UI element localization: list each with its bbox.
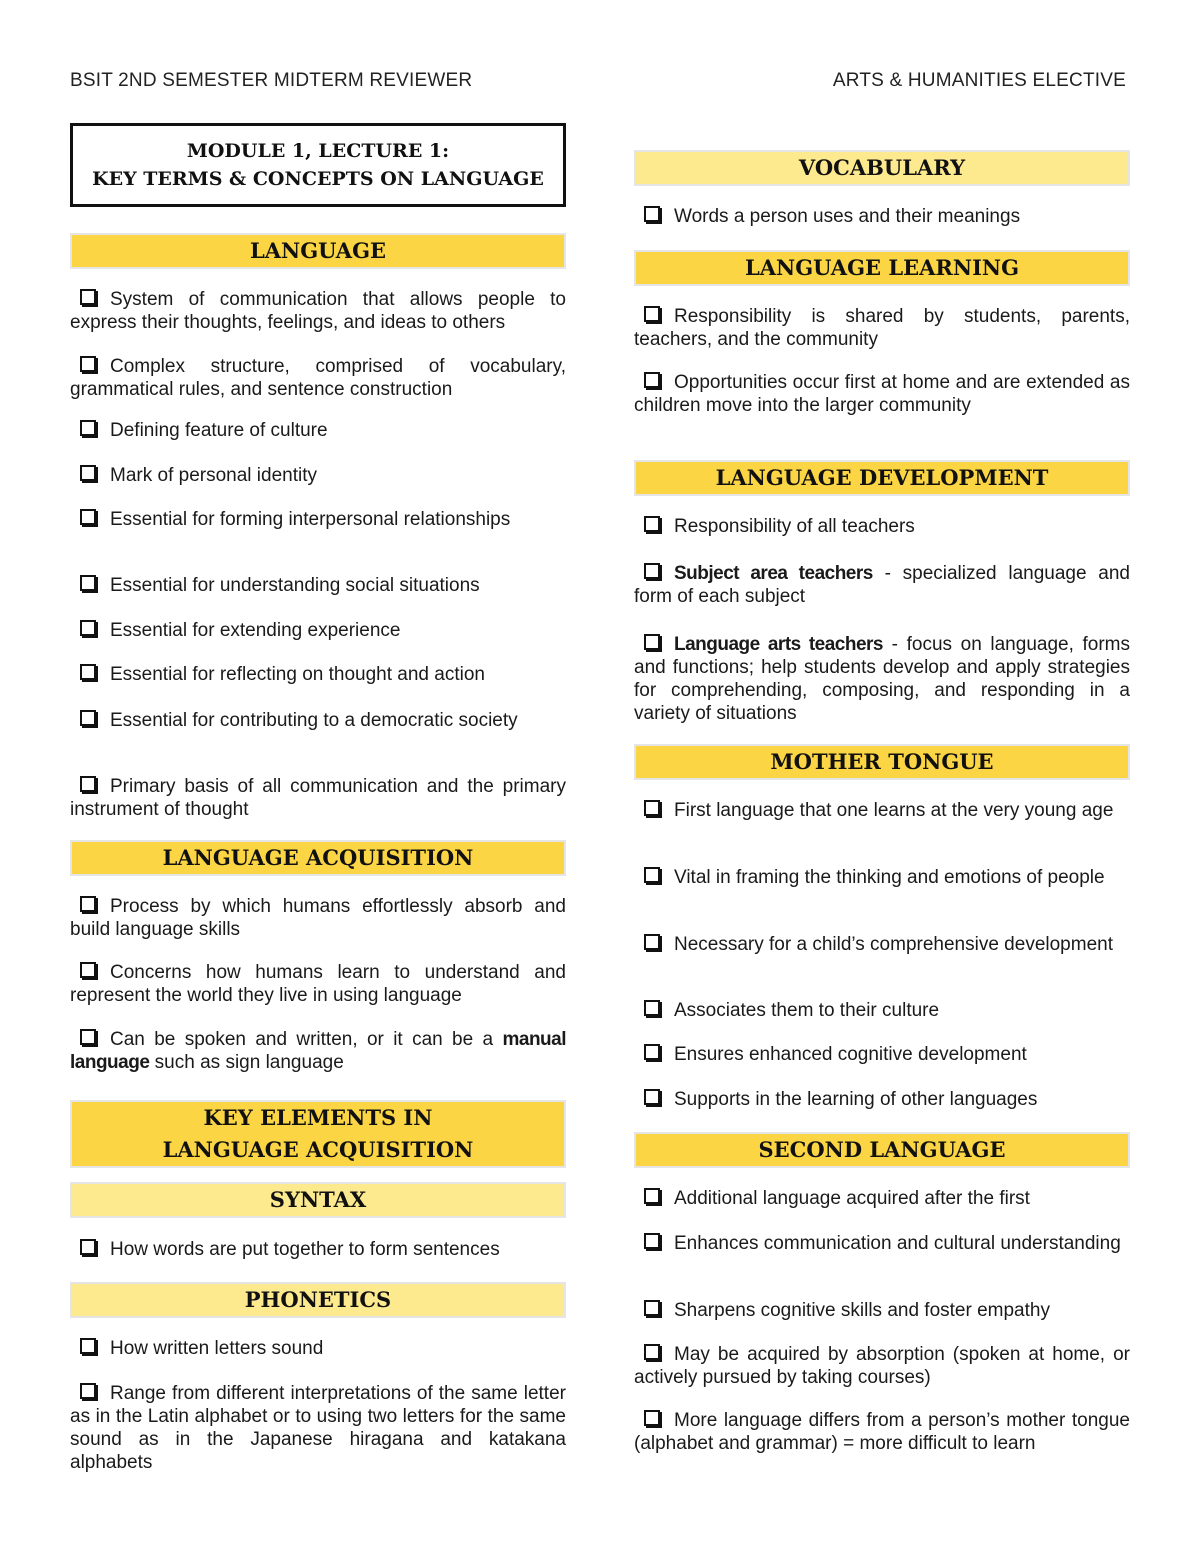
checkbox-icon <box>80 776 96 792</box>
checkbox-icon <box>644 206 660 222</box>
list-item: More language differs from a person’s mother tongue (alphabet and grammar) = more difficult to learn <box>634 1410 1130 1454</box>
list-item: Necessary for a child’s comprehensive development <box>634 933 1130 956</box>
section-heading-second-language: SECOND LANGUAGE <box>634 1132 1130 1168</box>
checkbox-icon <box>644 563 660 579</box>
section-heading-development: LANGUAGE DEVELOPMENT <box>634 460 1130 496</box>
section-heading-mother-tongue: MOTHER TONGUE <box>634 744 1130 780</box>
checkbox-icon <box>80 1029 96 1045</box>
checkbox-icon <box>644 1000 660 1016</box>
header-right: ARTS & HUMANITIES ELECTIVE <box>832 70 1126 91</box>
list-item: First language that one learns at the very young age <box>634 799 1130 822</box>
list-item: Essential for extending experience <box>70 619 566 642</box>
list-item: Subject area teachers - specialized language and form of each subject <box>634 563 1130 607</box>
checkbox-icon <box>644 516 660 532</box>
list-item: Responsibility of all teachers <box>634 515 1130 538</box>
checkbox-icon <box>80 1239 96 1255</box>
checkbox-icon <box>644 1344 660 1360</box>
list-item: Language arts teachers - focus on language, forms and functions; help students develop and apply strategies for comprehending, composing, and responding in a variety of situations <box>634 634 1130 724</box>
section-heading-key-elements <box>70 1100 566 1168</box>
checkbox-icon <box>80 356 96 372</box>
key-elements-line2: LANGUAGE ACQUISITION <box>162 1137 474 1162</box>
checkbox-icon <box>644 1300 660 1316</box>
checkbox-icon <box>80 962 96 978</box>
list-item: Sharpens cognitive skills and foster empathy <box>634 1299 1130 1322</box>
checkbox-icon <box>80 896 96 912</box>
list-item: Responsibility is shared by students, parents, teachers, and the community <box>634 306 1130 350</box>
list-item: Concerns how humans learn to understand and represent the world they live in using language <box>70 962 566 1006</box>
list-item: Essential for contributing to a democratic society <box>70 709 566 732</box>
list-item: Essential for reflecting on thought and action <box>70 663 566 686</box>
subject-area-teachers-term: Subject area teachers <box>674 563 873 584</box>
list-item: Additional language acquired after the first <box>634 1187 1130 1210</box>
module-title-line1: MODULE 1, LECTURE 1: <box>186 140 450 162</box>
list-item: Ensures enhanced cognitive development <box>634 1043 1130 1066</box>
checkbox-icon <box>80 465 96 481</box>
subsection-heading-phonetics: PHONETICS <box>70 1282 566 1318</box>
list-item: Complex structure, comprised of vocabulary, grammatical rules, and sentence construction <box>70 356 566 400</box>
list-item: May be acquired by absorption (spoken at home, or actively pursued by taking courses) <box>634 1344 1130 1388</box>
list-item: Defining feature of culture <box>70 419 566 442</box>
section-heading-language: LANGUAGE <box>70 233 566 269</box>
manual-language-term: manual language <box>70 1029 567 1073</box>
checkbox-icon <box>80 509 96 525</box>
list-item: Words a person uses and their meanings <box>634 205 1130 228</box>
module-title-box <box>70 123 566 207</box>
section-heading-learning: LANGUAGE LEARNING <box>634 250 1130 286</box>
checkbox-icon <box>80 420 96 436</box>
list-item: System of communication that allows people to express their thoughts, feelings, and ideas to others <box>70 289 566 333</box>
list-item: How written letters sound <box>70 1337 566 1360</box>
checkbox-icon <box>644 1410 660 1426</box>
checkbox-icon <box>644 1233 660 1249</box>
checkbox-icon <box>644 867 660 883</box>
checkbox-icon <box>644 306 660 322</box>
list-item: Mark of personal identity <box>70 464 566 487</box>
checkbox-icon <box>80 575 96 591</box>
checkbox-icon <box>80 1383 96 1399</box>
checkbox-icon <box>80 289 96 305</box>
checkbox-icon <box>644 800 660 816</box>
checkbox-icon <box>644 1188 660 1204</box>
checkbox-icon <box>644 372 660 388</box>
checkbox-icon <box>80 620 96 636</box>
checkbox-icon <box>80 664 96 680</box>
checkbox-icon <box>80 710 96 726</box>
language-arts-teachers-term: Language arts teachers <box>674 634 884 655</box>
checkbox-icon <box>644 1044 660 1060</box>
list-item: Essential for understanding social situations <box>70 574 566 597</box>
subsection-heading-syntax: SYNTAX <box>70 1182 566 1218</box>
checkbox-icon <box>644 634 660 650</box>
list-item: Range from different interpretations of the same letter as in the Latin alphabet or to using two letters for the same sound as in the Japanese hiragana and katakana alphabets <box>70 1383 566 1473</box>
list-item: Process by which humans effortlessly absorb and build language skills <box>70 896 566 940</box>
module-title-line2: KEY TERMS & CONCEPTS ON LANGUAGE <box>92 168 544 190</box>
checkbox-icon <box>644 1089 660 1105</box>
list-item: Supports in the learning of other languages <box>634 1088 1130 1111</box>
section-heading-acquisition: LANGUAGE ACQUISITION <box>70 840 566 876</box>
list-item: Vital in framing the thinking and emotions of people <box>634 866 1130 889</box>
list-item: How words are put together to form sentences <box>70 1238 566 1261</box>
list-item: Can be spoken and written, or it can be a manual language such as sign language <box>70 1029 567 1073</box>
list-item: Enhances communication and cultural understanding <box>634 1232 1130 1255</box>
list-item: Opportunities occur first at home and are extended as children move into the larger community <box>634 372 1130 416</box>
checkbox-icon <box>80 1338 96 1354</box>
header-left: BSIT 2ND SEMESTER MIDTERM REVIEWER <box>70 70 473 91</box>
list-item: Associates them to their culture <box>634 999 1130 1022</box>
checkbox-icon <box>644 934 660 950</box>
key-elements-line1: KEY ELEMENTS IN <box>203 1105 433 1130</box>
list-item: Essential for forming interpersonal relationships <box>70 508 566 531</box>
list-item: Primary basis of all communication and the primary instrument of thought <box>70 776 566 820</box>
subsection-heading-vocabulary: VOCABULARY <box>634 150 1130 186</box>
